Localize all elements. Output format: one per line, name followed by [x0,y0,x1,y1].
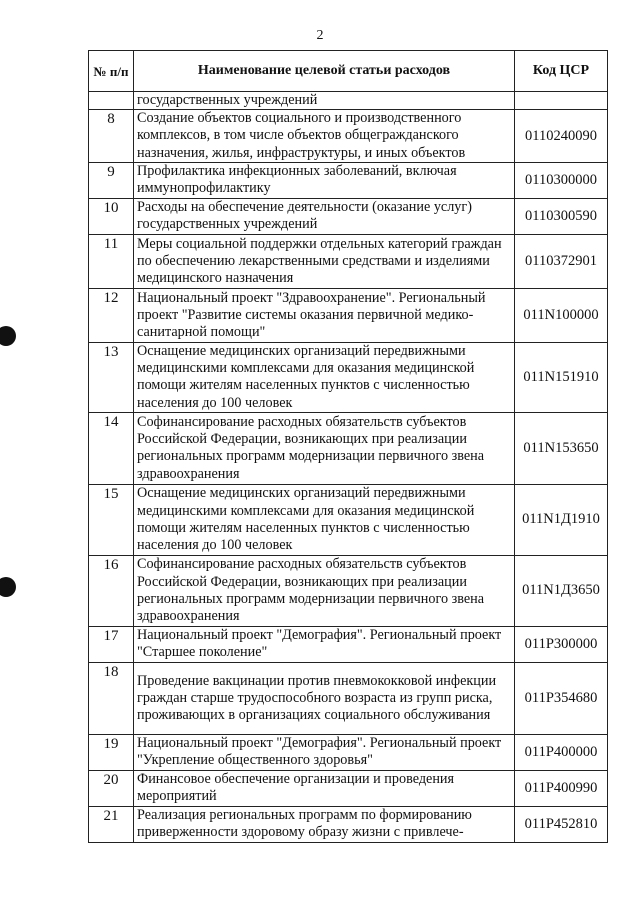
table-row [89,92,608,110]
row-code [515,92,608,110]
header-name: Наименование целевой статьи расходов [134,51,515,92]
row-number: 19 [89,734,134,770]
row-number: 13 [89,342,134,412]
table-row [89,555,608,626]
row-number: 14 [89,412,134,484]
row-code: 0110300000 [515,162,608,198]
row-number: 18 [89,662,134,734]
row-number: 11 [89,234,134,288]
header-number: № п/п [89,51,134,92]
table-row [89,806,608,842]
table-row [89,662,608,734]
row-number: 21 [89,806,134,842]
row-name: государственных учреждений [134,92,515,110]
punch-hole [0,577,16,597]
header-code: Код ЦСР [515,51,608,92]
row-number: 12 [89,288,134,342]
row-code: 011P300000 [515,626,608,662]
row-code: 0110240090 [515,110,608,163]
table-row [89,342,608,412]
row-code: 0110372901 [515,234,608,288]
table-row [89,288,608,342]
row-code: 011N1Д3650 [515,555,608,626]
row-code: 011N153650 [515,412,608,484]
row-name: Меры социальной поддержки отдельных категорий граждан по обеспечению лекарственными средствами и изделиями медицинского назначения [134,234,515,288]
row-number: 9 [89,162,134,198]
row-number: 10 [89,198,134,234]
table-row [89,234,608,288]
row-name: Национальный проект "Демография". Региональный проект "Укрепление общественного здоровья" [134,734,515,770]
table-row [89,484,608,555]
row-name: Национальный проект "Здравоохранение". Региональный проект "Развитие системы оказания первичной медико-санитарной помощи" [134,288,515,342]
row-code: 011N100000 [515,288,608,342]
row-code: 011P354680 [515,662,608,734]
row-name: Реализация региональных программ по формированию приверженности здоровому образу жизни с привлече- [134,806,515,842]
table-row [89,770,608,806]
budget-items-table [88,50,608,843]
row-code: 011P400990 [515,770,608,806]
row-number: 16 [89,555,134,626]
row-name: Проведение вакцинации против пневмококковой инфекции граждан старше трудоспособного возраста из групп риска, проживающих в организациях социального обслуживания [134,662,515,734]
row-name: Софинансирование расходных обязательств субъектов Российской Федерации, возникающих при реализации региональных программ модернизации первичного звена здравоохранения [134,555,515,626]
row-number: 20 [89,770,134,806]
page-number: 2 [316,28,324,43]
row-number: 15 [89,484,134,555]
row-code: 0110300590 [515,198,608,234]
table-row [89,198,608,234]
row-name: Оснащение медицинских организаций передвижными медицинскими комплексами для оказания медицинской помощи жителям населенных пунктов с численностью населения до 100 человек [134,484,515,555]
table-header-row [89,51,608,92]
row-name: Софинансирование расходных обязательств субъектов Российской Федерации, возникающих при реализации региональных программ модернизации первичного звена здравоохранения [134,412,515,484]
row-name: Национальный проект "Демография". Региональный проект "Старшее поколение" [134,626,515,662]
row-name: Создание объектов социального и производственного комплексов, в том числе объектов общегражданского назначения, жилья, инфраструктуры, и иных объектов [134,110,515,163]
row-code: 011P400000 [515,734,608,770]
row-name: Финансовое обеспечение организации и проведения мероприятий [134,770,515,806]
table-row [89,162,608,198]
row-number [89,92,134,110]
table-row [89,412,608,484]
table-row [89,110,608,163]
row-code: 011P452810 [515,806,608,842]
row-code: 011N151910 [515,342,608,412]
row-name: Профилактика инфекционных заболеваний, включая иммунопрофилактику [134,162,515,198]
row-name: Оснащение медицинских организаций передвижными медицинскими комплексами для оказания медицинской помощи жителям населенных пунктов с численностью населения до 100 человек [134,342,515,412]
table-row [89,626,608,662]
row-number: 17 [89,626,134,662]
table-body [89,92,608,843]
row-code: 011N1Д1910 [515,484,608,555]
table-row [89,734,608,770]
row-name: Расходы на обеспечение деятельности (оказание услуг) государственных учреждений [134,198,515,234]
row-number: 8 [89,110,134,163]
punch-hole [0,326,16,346]
